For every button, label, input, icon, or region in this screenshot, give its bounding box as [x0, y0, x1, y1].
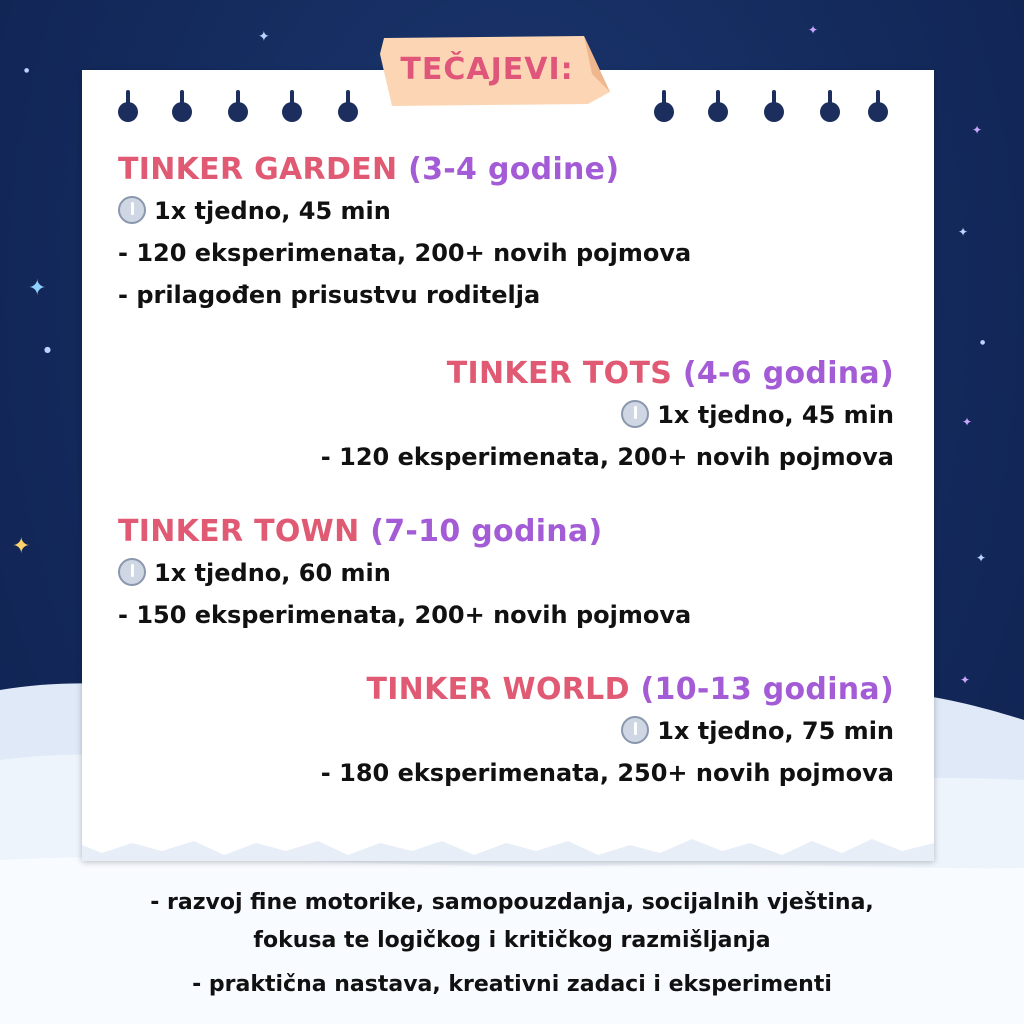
binding-ring: [820, 90, 840, 130]
binding-ring: [172, 90, 192, 130]
schedule-text: 1x tjedno, 75 min: [657, 717, 894, 745]
course-block-tinker-garden: [118, 150, 894, 316]
course-schedule: [118, 552, 894, 594]
binding-ring: [118, 90, 138, 130]
benefits-footer: [60, 884, 964, 1004]
star-icon: ✦: [962, 415, 973, 429]
course-detail: - prilagođen prisustvu roditelja: [118, 281, 541, 309]
clock-icon: [118, 558, 146, 586]
course-age: (10-13 godina): [640, 672, 894, 707]
star-icon: ●: [980, 339, 986, 346]
binding-ring: [868, 90, 888, 130]
course-block-tinker-town: [118, 512, 894, 636]
course-name: TINKER TOWN: [118, 514, 360, 549]
course-schedule: [118, 710, 894, 752]
course-age: (7-10 godina): [370, 514, 603, 549]
star-icon: ✦: [958, 225, 969, 239]
footer-line: - praktična nastava, kreativni zadaci i eksperimenti: [192, 972, 832, 997]
course-title: [118, 150, 894, 190]
binding-ring: [764, 90, 784, 130]
clock-icon: [621, 716, 649, 744]
course-detail: - 120 eksperimenata, 200+ novih pojmova: [118, 239, 692, 267]
course-title: [118, 512, 894, 552]
star-icon: ✦: [28, 276, 47, 301]
binding-ring: [282, 90, 302, 130]
star-icon: ●: [44, 345, 51, 354]
clock-icon: [621, 400, 649, 428]
footer-line: - razvoj fine motorike, samopouzdanja, socijalnih vještina,: [150, 890, 874, 915]
clock-icon: [118, 196, 146, 224]
footer-line: fokusa te logičkog i kritičkog razmišljanja: [253, 928, 771, 953]
binding-ring: [708, 90, 728, 130]
course-detail: - 180 eksperimenata, 250+ novih pojmova: [320, 759, 894, 787]
course-title: [118, 354, 894, 394]
course-age: (4-6 godina): [682, 356, 894, 391]
course-detail: - 150 eksperimenata, 200+ novih pojmova: [118, 601, 692, 629]
star-icon: ✦: [972, 123, 983, 137]
course-schedule: [118, 190, 894, 232]
binding-ring: [338, 90, 358, 130]
torn-paper-edge: [82, 821, 934, 861]
course-schedule: [118, 394, 894, 436]
course-age: (3-4 godine): [408, 152, 620, 187]
schedule-text: 1x tjedno, 60 min: [154, 559, 391, 587]
course-detail: - 120 eksperimenata, 200+ novih pojmova: [320, 443, 894, 471]
schedule-text: 1x tjedno, 45 min: [154, 197, 391, 225]
star-icon: ✦: [960, 673, 971, 687]
course-title: [118, 670, 894, 710]
course-block-tinker-world: [118, 670, 894, 794]
course-name: TINKER GARDEN: [118, 152, 398, 187]
binding-ring: [654, 90, 674, 130]
star-icon: ✦: [258, 29, 270, 45]
star-icon: ●: [24, 67, 30, 74]
binding-ring: [228, 90, 248, 130]
course-name: TINKER WORLD: [366, 672, 630, 707]
star-icon: ✦: [12, 534, 31, 559]
page-title: TEČAJEVI:: [400, 52, 574, 87]
course-name: TINKER TOTS: [446, 356, 673, 391]
star-icon: ✦: [808, 23, 819, 37]
schedule-text: 1x tjedno, 45 min: [657, 401, 894, 429]
course-block-tinker-tots: [118, 354, 894, 478]
star-icon: ✦: [976, 551, 987, 565]
